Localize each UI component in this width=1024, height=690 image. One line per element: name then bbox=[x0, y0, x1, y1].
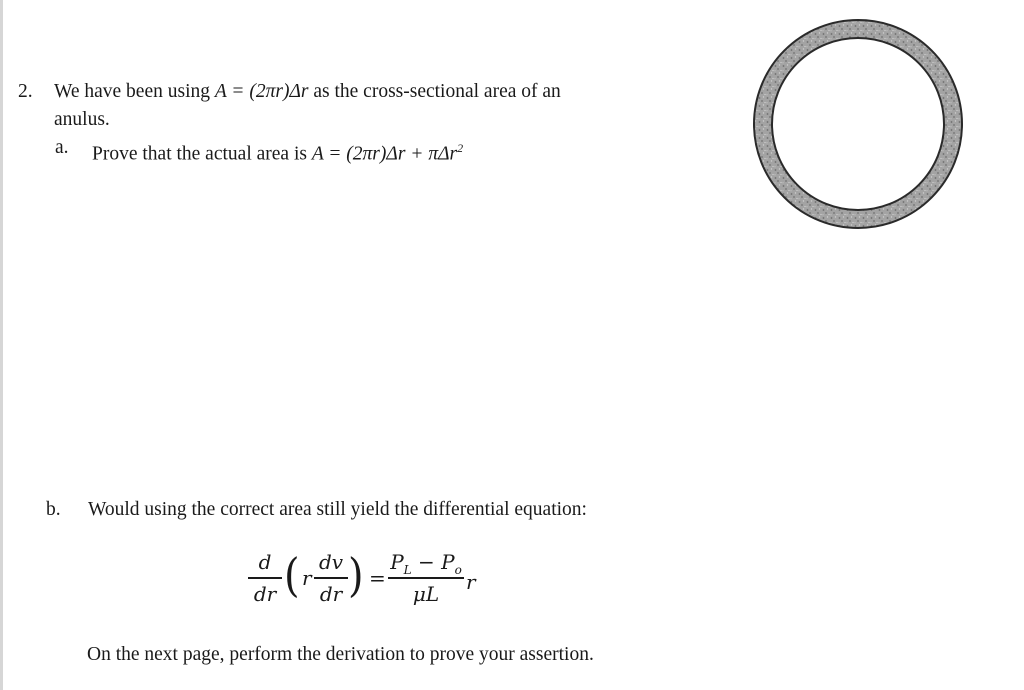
outer-numerator: d bbox=[258, 550, 272, 574]
rhs-numerator bbox=[388, 550, 464, 577]
problem-intro-line1 bbox=[54, 80, 561, 104]
outer-denominator: dr bbox=[253, 582, 277, 606]
left-paren: ( bbox=[284, 549, 300, 603]
rhs-denominator: μL bbox=[412, 582, 440, 606]
annulus-figure bbox=[750, 16, 966, 232]
closing-instruction: On the next page, perform the derivation to prove your assertion. bbox=[87, 644, 594, 665]
inner-numerator: dv bbox=[318, 550, 344, 574]
part-a-label: a. bbox=[55, 137, 69, 158]
inner-coefficient: r bbox=[302, 566, 312, 590]
part-b-label: b. bbox=[46, 499, 61, 520]
rhs-pressure-l: P bbox=[390, 550, 404, 574]
intro-suffix: as the cross-sectional area of an bbox=[308, 81, 561, 102]
inner-denominator: dr bbox=[319, 582, 343, 606]
problem-intro-line2: anulus. bbox=[54, 109, 110, 130]
problem-number: 2. bbox=[18, 81, 33, 102]
annulus-inner-hole bbox=[772, 38, 944, 210]
page-left-edge bbox=[0, 0, 3, 690]
part-a-exponent: 2 bbox=[457, 141, 464, 155]
rhs-trailing-r: r bbox=[466, 570, 476, 594]
part-a-text bbox=[92, 136, 463, 167]
rhs-minus: − bbox=[411, 550, 442, 574]
rhs-fraction bbox=[388, 546, 464, 610]
outer-derivative bbox=[248, 546, 282, 610]
equals-sign: = bbox=[369, 566, 386, 590]
part-b-text: Would using the correct area still yield the differential equation: bbox=[88, 499, 587, 520]
rhs-pressure-o: P bbox=[441, 550, 455, 574]
intro-prefix: We have been using bbox=[54, 81, 215, 102]
intro-formula: A = (2πr)Δr bbox=[214, 81, 309, 102]
part-a-prefix: Prove that the actual area is bbox=[92, 143, 312, 165]
right-paren: ) bbox=[348, 549, 364, 603]
inner-derivative bbox=[314, 546, 348, 610]
part-a-formula: A = (2πr)Δr + πΔr bbox=[311, 143, 458, 165]
rhs-sub-l: L bbox=[403, 563, 412, 577]
rhs-sub-o: o bbox=[454, 563, 462, 577]
